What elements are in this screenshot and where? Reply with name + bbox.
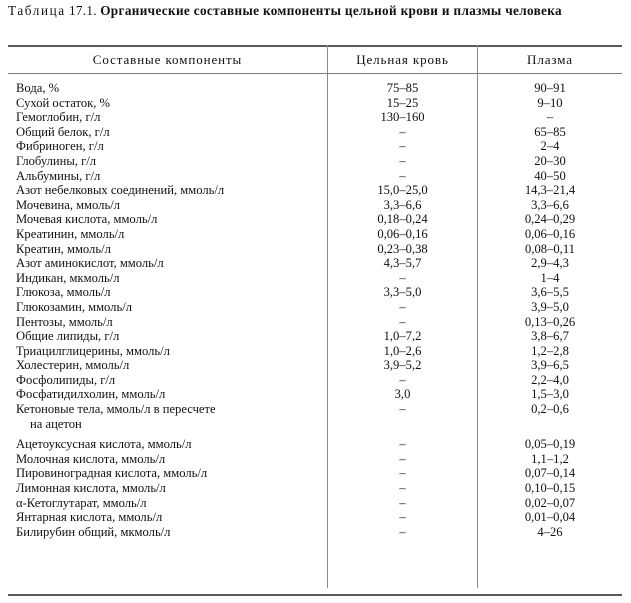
cell-component-name: Лимонная кислота, ммоль/л: [16, 481, 166, 496]
table-caption: [8, 2, 622, 19]
table-row: [8, 481, 622, 496]
column-header-plasma: Плазма: [527, 52, 573, 67]
cell-plasma-value: 65–85: [534, 124, 566, 139]
cell-plasma-value: 1,2–2,8: [531, 343, 569, 358]
table-row: [8, 154, 622, 169]
table-row: [8, 402, 622, 417]
cell-component-name: α-Кетоглутарат, ммоль/л: [16, 495, 147, 510]
column-header-components: Составные компоненты: [92, 52, 243, 67]
cell-whole-blood-value: 3,3–5,0: [383, 285, 422, 300]
table-row: [8, 96, 622, 111]
cell-component-name: Общий белок, г/л: [16, 124, 110, 139]
table-row: [8, 256, 622, 271]
table-row: [8, 358, 622, 373]
table-row: [8, 315, 622, 330]
table-row: [8, 510, 622, 525]
cell-component-name: Фибриноген, г/л: [16, 139, 104, 154]
cell-whole-blood-value: –: [399, 510, 406, 525]
cell-whole-blood-value: 15–25: [386, 95, 419, 110]
table-row: [8, 139, 622, 154]
cell-whole-blood-value: 0,06–0,16: [377, 226, 428, 241]
column-header-whole-blood: Цельная кровь: [356, 52, 449, 67]
cell-plasma-value: 3,9–6,5: [531, 358, 569, 373]
cell-whole-blood-value: 3,9–5,2: [383, 358, 422, 373]
cell-component-name: Креатин, ммоль/л: [16, 241, 111, 256]
cell-whole-blood-value: 0,23–0,38: [377, 241, 428, 256]
cell-component-name: Сухой остаток, %: [16, 95, 111, 110]
cell-whole-blood-value: –: [399, 124, 406, 139]
table-row: [8, 242, 622, 257]
cell-component-name: Молочная кислота, ммоль/л: [16, 451, 166, 466]
cell-component-name: Билирубин общий, мкмоль/л: [16, 524, 171, 539]
cell-plasma-value: 1–4: [540, 270, 560, 285]
cell-whole-blood-value: 1,0–2,6: [383, 343, 422, 358]
cell-plasma-value: 0,2–0,6: [531, 402, 569, 417]
cell-whole-blood-value: –: [399, 481, 406, 496]
cell-plasma-value: 9–10: [537, 95, 563, 110]
table-row: [8, 198, 622, 213]
cell-plasma-value: 2,2–4,0: [531, 372, 569, 387]
cell-plasma-value: 0,06–0,16: [524, 226, 576, 241]
table-bottom-rule: [8, 594, 622, 596]
cell-component-name: Фосфатидилхолин, ммоль/л: [16, 387, 166, 402]
cell-whole-blood-value: 3,3–6,6: [383, 197, 422, 212]
cell-plasma-value: 0,05–0,19: [524, 437, 576, 452]
cell-plasma-value: –: [546, 110, 554, 125]
cell-component-name: Пентозы, ммоль/л: [16, 314, 113, 329]
cell-component-name: Холестерин, ммоль/л: [16, 358, 130, 373]
cell-plasma-value: 14,3–21,4: [524, 183, 576, 198]
cell-component-name: Азот аминокислот, ммоль/л: [16, 256, 164, 271]
cell-plasma-value: 4–26: [537, 524, 563, 539]
table-header-rule: [8, 73, 622, 74]
cell-plasma-value: 0,24–0,29: [524, 212, 576, 227]
cell-component-name: Глюкозамин, ммоль/л: [16, 299, 132, 314]
table-header-row: [8, 47, 622, 73]
cell-whole-blood-value: –: [399, 299, 406, 314]
cell-component-name: Глюкоза, ммоль/л: [16, 285, 111, 300]
cell-whole-blood-value: –: [399, 524, 406, 539]
cell-component-name: Мочевина, ммоль/л: [16, 197, 120, 212]
cell-whole-blood-value: 0,18–0,24: [377, 212, 428, 227]
table-row: [8, 212, 622, 227]
table-row: [8, 387, 622, 402]
table-row: [8, 285, 622, 300]
cell-whole-blood-value: 1,0–7,2: [383, 329, 422, 344]
cell-component-name: Ацетоуксусная кислота, ммоль/л: [16, 437, 192, 452]
cell-component-name: Фосфолипиды, г/л: [16, 372, 116, 387]
cell-plasma-value: 3,9–5,0: [531, 299, 569, 314]
cell-whole-blood-value: –: [399, 168, 406, 183]
cell-plasma-value: 0,07–0,14: [524, 466, 576, 481]
table-row: [8, 81, 622, 96]
cell-whole-blood-value: –: [399, 314, 406, 329]
table-row: [8, 373, 622, 388]
table-row: [8, 344, 622, 359]
cell-plasma-value: 0,02–0,07: [524, 495, 576, 510]
cell-component-name: Азот небелковых соединений, ммоль/л: [16, 183, 225, 198]
cell-plasma-value: 0,08–0,11: [525, 241, 575, 256]
table-row: [8, 183, 622, 198]
cell-component-name: Пировиноградная кислота, ммоль/л: [16, 466, 208, 481]
cell-plasma-value: 2,9–4,3: [531, 256, 569, 271]
cell-whole-blood-value: 3,0: [394, 387, 411, 402]
cell-whole-blood-value: –: [399, 495, 406, 510]
cell-whole-blood-value: 4,3–5,7: [383, 256, 422, 271]
table-row: [8, 466, 622, 481]
cell-whole-blood-value: 130–160: [380, 110, 425, 125]
cell-component-name: Триацилглицерины, ммоль/л: [16, 343, 170, 358]
cell-plasma-value: 1,1–1,2: [531, 451, 569, 466]
cell-whole-blood-value: –: [399, 153, 406, 168]
cell-plasma-value: 20–30: [534, 153, 566, 168]
cell-whole-blood-value: –: [399, 451, 406, 466]
cell-component-name: Глобулины, г/л: [16, 153, 97, 168]
cell-plasma-value: 40–50: [534, 168, 566, 183]
cell-component-name: Вода, %: [16, 81, 60, 95]
cell-whole-blood-value: 75–85: [386, 81, 419, 95]
cell-plasma-value: 2–4: [540, 139, 560, 154]
table-row: [8, 329, 622, 344]
cell-component-name: на ацетон: [30, 416, 82, 431]
cell-plasma-value: 1,5–3,0: [531, 387, 569, 402]
cell-whole-blood-value: –: [399, 139, 406, 154]
table-row: [8, 496, 622, 511]
cell-plasma-value: 3,6–5,5: [531, 285, 569, 300]
cell-whole-blood-value: 15,0–25,0: [377, 183, 428, 198]
table-row: [8, 437, 622, 452]
cell-component-name: Альбумины, г/л: [16, 168, 101, 183]
blood-plasma-table: [8, 45, 622, 596]
cell-whole-blood-value: –: [399, 270, 406, 285]
table-row: [8, 169, 622, 184]
cell-component-name: Янтарная кислота, ммоль/л: [16, 510, 163, 525]
table-body: [8, 81, 622, 539]
cell-plasma-value: 3,8–6,7: [531, 329, 569, 344]
cell-component-name: Мочевая кислота, ммоль/л: [16, 212, 158, 227]
cell-plasma-value: 0,10–0,15: [524, 481, 576, 496]
cell-component-name: Индикан, мкмоль/л: [16, 270, 120, 285]
table-row: [8, 110, 622, 125]
table-row: [8, 271, 622, 286]
cell-whole-blood-value: –: [399, 372, 406, 387]
cell-plasma-value: 0,01–0,04: [524, 510, 576, 525]
cell-component-name: Кетоновые тела, ммоль/л в пересчете: [16, 402, 216, 417]
table-row: [8, 452, 622, 467]
caption-number: 17.1.: [69, 3, 97, 18]
cell-plasma-value: 3,3–6,6: [531, 197, 569, 212]
caption-label: Таблица: [8, 3, 66, 18]
table-row: [8, 417, 622, 432]
cell-whole-blood-value: –: [399, 437, 406, 452]
cell-component-name: Общие липиды, г/л: [16, 329, 120, 344]
cell-plasma-value: 0,13–0,26: [524, 314, 576, 329]
caption-title: Органические составные компоненты цельной крови и плазмы человека: [100, 3, 562, 18]
table-row: [8, 525, 622, 540]
table-row: [8, 227, 622, 242]
table-row: [8, 300, 622, 315]
cell-component-name: Гемоглобин, г/л: [16, 110, 101, 125]
cell-component-name: Креатинин, ммоль/л: [16, 226, 125, 241]
cell-plasma-value: 90–91: [534, 81, 566, 95]
cell-whole-blood-value: –: [399, 466, 406, 481]
table-row: [8, 125, 622, 140]
cell-whole-blood-value: –: [399, 402, 406, 417]
